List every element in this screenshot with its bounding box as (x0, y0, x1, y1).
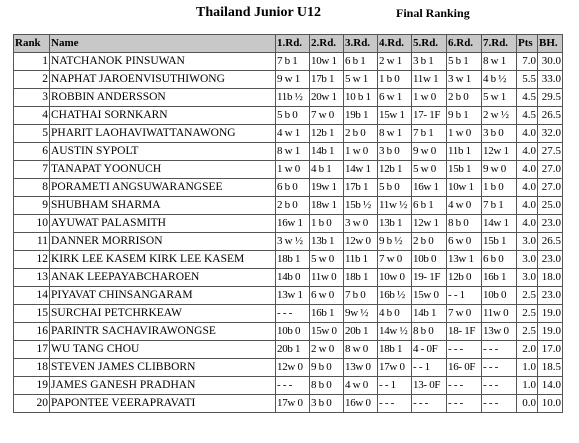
column-header: 6.Rd. (447, 35, 482, 53)
player-name-cell: STEVEN JAMES CLIBBORN (50, 359, 276, 377)
round-result-cell: - - - (447, 377, 482, 395)
rank-cell: 1 (14, 53, 50, 71)
player-name-cell: PAPONTEE VEERAPRAVATI (50, 395, 276, 413)
round-result-cell: - - - (276, 377, 310, 395)
round-result-cell: 2 w ½ (482, 107, 517, 125)
round-result-cell: 6 b 1 (344, 53, 378, 71)
round-result-cell: 16w 1 (412, 179, 447, 197)
round-result-cell: 2 w 1 (378, 53, 412, 71)
points-cell: 4.5 (517, 89, 538, 107)
points-cell: 1.0 (517, 359, 538, 377)
table-row (14, 251, 563, 269)
rank-cell: 8 (14, 179, 50, 197)
round-result-cell: 4 b 1 (310, 161, 344, 179)
points-cell: 3.0 (517, 251, 538, 269)
points-cell: 7.0 (517, 53, 538, 71)
rank-cell: 15 (14, 305, 50, 323)
table-row (14, 269, 563, 287)
round-result-cell: 5 w 1 (344, 71, 378, 89)
buchholz-cell: 18.5 (538, 359, 563, 377)
player-name-cell: AYUWAT PALASMITH (50, 215, 276, 233)
player-name-cell: AUSTIN SYPOLT (50, 143, 276, 161)
buchholz-cell: 30.0 (538, 53, 563, 71)
rank-cell: 4 (14, 107, 50, 125)
rank-cell: 20 (14, 395, 50, 413)
table-row (14, 233, 563, 251)
player-name-cell: PIYAVAT CHINSANGARAM (50, 287, 276, 305)
round-result-cell: 15b 1 (482, 233, 517, 251)
round-result-cell: 20w 1 (310, 89, 344, 107)
player-name-cell: WU TANG CHOU (50, 341, 276, 359)
table-row (14, 395, 563, 413)
round-result-cell: 10b 0 (276, 323, 310, 341)
round-result-cell: - - - (276, 305, 310, 323)
round-result-cell: 7 w 0 (378, 251, 412, 269)
rank-cell: 5 (14, 125, 50, 143)
points-cell: 4.0 (517, 161, 538, 179)
round-result-cell: 17w 0 (276, 395, 310, 413)
round-result-cell: 12w 0 (344, 233, 378, 251)
round-result-cell: 3 b 0 (310, 395, 344, 413)
round-result-cell: 5 w 0 (412, 161, 447, 179)
ranking-table (13, 34, 563, 413)
buchholz-cell: 27.5 (538, 143, 563, 161)
round-result-cell: 13w 0 (344, 359, 378, 377)
column-header: 3.Rd. (344, 35, 378, 53)
round-result-cell: 9 w 0 (412, 143, 447, 161)
buchholz-cell: 26.5 (538, 233, 563, 251)
points-cell: 3.0 (517, 233, 538, 251)
round-result-cell: 4 - 0F (412, 341, 447, 359)
round-result-cell: 3 w 1 (447, 71, 482, 89)
round-result-cell: 1 w 0 (412, 89, 447, 107)
table-row (14, 215, 563, 233)
points-cell: 0.0 (517, 395, 538, 413)
round-result-cell: 4 b 0 (378, 305, 412, 323)
points-cell: 5.5 (517, 71, 538, 89)
round-result-cell: - - - (412, 395, 447, 413)
round-result-cell: 3 b 0 (378, 143, 412, 161)
tournament-title: Thailand Junior U12 (196, 5, 322, 20)
round-result-cell: 8 w 0 (344, 341, 378, 359)
round-result-cell: 13- 0F (412, 377, 447, 395)
round-result-cell: 12b 0 (447, 269, 482, 287)
table-row (14, 53, 563, 71)
round-result-cell: 16- 0F (447, 359, 482, 377)
round-result-cell: 18b 1 (276, 251, 310, 269)
round-result-cell: 6 w 0 (447, 233, 482, 251)
buchholz-cell: 19.0 (538, 323, 563, 341)
round-result-cell: 2 b 0 (447, 89, 482, 107)
table-row (14, 377, 563, 395)
round-result-cell: 13w 1 (276, 287, 310, 305)
round-result-cell: 18- 1F (447, 323, 482, 341)
round-result-cell: 12w 0 (276, 359, 310, 377)
round-result-cell: 15w 0 (310, 323, 344, 341)
round-result-cell: 7 b 1 (482, 197, 517, 215)
points-cell: 2.5 (517, 287, 538, 305)
column-header: 5.Rd. (412, 35, 447, 53)
player-name-cell: JAMES GANESH PRADHAN (50, 377, 276, 395)
rank-cell: 3 (14, 89, 50, 107)
buchholz-cell: 26.5 (538, 107, 563, 125)
rank-cell: 16 (14, 323, 50, 341)
round-result-cell: 9w ½ (344, 305, 378, 323)
round-result-cell: 8 b 0 (447, 215, 482, 233)
round-result-cell: 15w 1 (378, 107, 412, 125)
round-result-cell: 10w 1 (447, 179, 482, 197)
round-result-cell: 11w ½ (378, 197, 412, 215)
player-name-cell: PARINTR SACHAVIRAWONGSE (50, 323, 276, 341)
player-name-cell: DANNER MORRISON (50, 233, 276, 251)
round-result-cell: 10w 1 (310, 53, 344, 71)
round-result-cell: 2 w 0 (310, 341, 344, 359)
round-result-cell: 8 w 1 (482, 53, 517, 71)
round-result-cell: 7 w 0 (447, 305, 482, 323)
rank-cell: 6 (14, 143, 50, 161)
round-result-cell: 6 b 1 (412, 197, 447, 215)
round-result-cell: 5 b 0 (276, 107, 310, 125)
round-result-cell: 17w 0 (378, 359, 412, 377)
round-result-cell: - - 1 (412, 359, 447, 377)
round-result-cell: 9 b 0 (310, 359, 344, 377)
player-name-cell: PORAMETI ANGSUWARANGSEE (50, 179, 276, 197)
round-result-cell: 3 w ½ (276, 233, 310, 251)
points-cell: 4.0 (517, 215, 538, 233)
round-result-cell: 20b 1 (276, 341, 310, 359)
round-result-cell: 1 w 0 (344, 143, 378, 161)
round-result-cell: 10w 0 (378, 269, 412, 287)
round-result-cell: 15b 1 (447, 161, 482, 179)
round-result-cell: 4 w 1 (276, 125, 310, 143)
column-header: 1.Rd. (276, 35, 310, 53)
rank-cell: 9 (14, 197, 50, 215)
ranking-body (14, 53, 563, 413)
round-result-cell: 3 w 0 (344, 215, 378, 233)
round-result-cell: 3 b 1 (412, 53, 447, 71)
round-result-cell: - - 1 (378, 377, 412, 395)
buchholz-cell: 18.0 (538, 269, 563, 287)
round-result-cell: 19- 1F (412, 269, 447, 287)
round-result-cell: 5 w 0 (310, 251, 344, 269)
round-result-cell: 8 b 0 (310, 377, 344, 395)
buchholz-cell: 10.0 (538, 395, 563, 413)
points-cell: 2.0 (517, 341, 538, 359)
round-result-cell: 15w 0 (412, 287, 447, 305)
round-result-cell: 6 w 1 (378, 89, 412, 107)
round-result-cell: 1 w 0 (447, 125, 482, 143)
round-result-cell: 7 b 0 (344, 287, 378, 305)
table-row (14, 89, 563, 107)
rank-cell: 17 (14, 341, 50, 359)
player-name-cell: KIRK LEE KASEM KIRK LEE KASEM (50, 251, 276, 269)
column-header: 2.Rd. (310, 35, 344, 53)
round-result-cell: 19w 1 (310, 179, 344, 197)
round-result-cell: 4 b ½ (482, 71, 517, 89)
player-name-cell: SURCHAI PETCHRKEAW (50, 305, 276, 323)
buchholz-cell: 33.0 (538, 71, 563, 89)
table-row (14, 179, 563, 197)
buchholz-cell: 23.0 (538, 215, 563, 233)
round-result-cell: 3 b 0 (482, 125, 517, 143)
column-header: 7.Rd. (482, 35, 517, 53)
points-cell: 4.0 (517, 197, 538, 215)
round-result-cell: 8 w 1 (276, 143, 310, 161)
table-row (14, 107, 563, 125)
buchholz-cell: 14.0 (538, 377, 563, 395)
buchholz-cell: 25.0 (538, 197, 563, 215)
round-result-cell: 5 w 1 (482, 89, 517, 107)
table-row (14, 161, 563, 179)
round-result-cell: 16b ½ (378, 287, 412, 305)
round-result-cell: 1 b 0 (378, 71, 412, 89)
table-row (14, 143, 563, 161)
round-result-cell: 16w 0 (344, 395, 378, 413)
round-result-cell: 2 b 0 (412, 233, 447, 251)
rank-cell: 13 (14, 269, 50, 287)
round-result-cell: 7 b 1 (412, 125, 447, 143)
table-row (14, 287, 563, 305)
round-result-cell: 12w 1 (482, 143, 517, 161)
table-row (14, 305, 563, 323)
rank-cell: 7 (14, 161, 50, 179)
round-result-cell: 5 b 0 (378, 179, 412, 197)
round-result-cell: 11w 1 (412, 71, 447, 89)
round-result-cell: 18b 1 (344, 269, 378, 287)
round-result-cell: 13b 1 (310, 233, 344, 251)
round-result-cell: - - - (447, 341, 482, 359)
round-result-cell: 11w 0 (482, 305, 517, 323)
round-result-cell: 14w 1 (482, 215, 517, 233)
rank-cell: 19 (14, 377, 50, 395)
round-result-cell: 17- 1F (412, 107, 447, 125)
round-result-cell: 19b 1 (344, 107, 378, 125)
player-name-cell: CHATHAI SORNKARN (50, 107, 276, 125)
round-result-cell: 4 w 0 (344, 377, 378, 395)
round-result-cell: 13w 1 (447, 251, 482, 269)
points-cell: 3.0 (517, 269, 538, 287)
round-result-cell: 9 b ½ (378, 233, 412, 251)
round-result-cell: 16b 1 (482, 269, 517, 287)
round-result-cell: 8 b 0 (412, 323, 447, 341)
round-result-cell: - - - (482, 359, 517, 377)
column-header: Pts (517, 35, 538, 53)
buchholz-cell: 23.0 (538, 251, 563, 269)
table-row (14, 359, 563, 377)
round-result-cell: 10b 0 (412, 251, 447, 269)
header-row (14, 35, 563, 53)
round-result-cell: 2 b 0 (344, 125, 378, 143)
round-result-cell: 6 b 0 (482, 251, 517, 269)
buchholz-cell: 17.0 (538, 341, 563, 359)
round-result-cell: 16b 1 (310, 305, 344, 323)
player-name-cell: PHARIT LAOHAVIWATTANAWONG (50, 125, 276, 143)
points-cell: 4.5 (517, 107, 538, 125)
table-row (14, 71, 563, 89)
round-result-cell: 6 w 0 (310, 287, 344, 305)
round-result-cell: 11b 1 (447, 143, 482, 161)
round-result-cell: - - - (482, 377, 517, 395)
round-result-cell: 18w 1 (310, 197, 344, 215)
round-result-cell: - - - (447, 395, 482, 413)
table-row (14, 323, 563, 341)
rank-cell: 18 (14, 359, 50, 377)
points-cell: 4.0 (517, 125, 538, 143)
column-header: Name (50, 35, 276, 53)
round-result-cell: 14b 1 (310, 143, 344, 161)
round-result-cell: - - - (378, 395, 412, 413)
points-cell: 4.0 (517, 179, 538, 197)
player-name-cell: TANAPAT YOONUCH (50, 161, 276, 179)
table-row (14, 197, 563, 215)
rank-cell: 14 (14, 287, 50, 305)
round-result-cell: 12b 1 (378, 161, 412, 179)
table-row (14, 125, 563, 143)
points-cell: 2.5 (517, 323, 538, 341)
round-result-cell: 14w ½ (378, 323, 412, 341)
round-result-cell: - - - (482, 341, 517, 359)
buchholz-cell: 23.0 (538, 287, 563, 305)
round-result-cell: 2 b 0 (276, 197, 310, 215)
round-result-cell: - - 1 (447, 287, 482, 305)
round-result-cell: 14b 0 (276, 269, 310, 287)
table-row (14, 341, 563, 359)
round-result-cell: 6 b 0 (276, 179, 310, 197)
round-result-cell: 12b 1 (310, 125, 344, 143)
player-name-cell: NAPHAT JAROENVISUTHIWONG (50, 71, 276, 89)
player-name-cell: NATCHANOK PINSUWAN (50, 53, 276, 71)
points-cell: 4.0 (517, 143, 538, 161)
round-result-cell: 1 b 0 (482, 179, 517, 197)
rank-cell: 12 (14, 251, 50, 269)
column-header: BH. (538, 35, 563, 53)
round-result-cell: 4 w 0 (447, 197, 482, 215)
round-result-cell: 9 w 0 (482, 161, 517, 179)
round-result-cell: 14w 1 (344, 161, 378, 179)
rank-cell: 2 (14, 71, 50, 89)
round-result-cell: 7 w 0 (310, 107, 344, 125)
round-result-cell: 18b 1 (378, 341, 412, 359)
buchholz-cell: 27.0 (538, 161, 563, 179)
round-result-cell: 16w 1 (276, 215, 310, 233)
round-result-cell: 14b 1 (412, 305, 447, 323)
round-result-cell: 10 b 1 (344, 89, 378, 107)
player-name-cell: ANAK LEEPAYABCHAROEN (50, 269, 276, 287)
round-result-cell: 10b 0 (482, 287, 517, 305)
round-result-cell: 12w 1 (412, 215, 447, 233)
rank-cell: 11 (14, 233, 50, 251)
round-result-cell: - - - (482, 395, 517, 413)
column-header: Rank (14, 35, 50, 53)
report-subtitle: Final Ranking (396, 6, 470, 20)
player-name-cell: SHUBHAM SHARMA (50, 197, 276, 215)
buchholz-cell: 29.5 (538, 89, 563, 107)
round-result-cell: 1 b 0 (310, 215, 344, 233)
round-result-cell: 20b 1 (344, 323, 378, 341)
round-result-cell: 9 w 1 (276, 71, 310, 89)
column-header: 4.Rd. (378, 35, 412, 53)
buchholz-cell: 32.0 (538, 125, 563, 143)
round-result-cell: 1 w 0 (276, 161, 310, 179)
report-header (0, 5, 579, 25)
points-cell: 1.0 (517, 377, 538, 395)
rank-cell: 10 (14, 215, 50, 233)
round-result-cell: 13b 1 (378, 215, 412, 233)
round-result-cell: 9 b 1 (447, 107, 482, 125)
round-result-cell: 8 w 1 (378, 125, 412, 143)
round-result-cell: 15b ½ (344, 197, 378, 215)
round-result-cell: 17b 1 (344, 179, 378, 197)
round-result-cell: 7 b 1 (276, 53, 310, 71)
round-result-cell: 11w 0 (310, 269, 344, 287)
points-cell: 2.5 (517, 305, 538, 323)
buchholz-cell: 19.0 (538, 305, 563, 323)
round-result-cell: 5 b 1 (447, 53, 482, 71)
buchholz-cell: 27.0 (538, 179, 563, 197)
round-result-cell: 13w 0 (482, 323, 517, 341)
round-result-cell: 11b 1 (344, 251, 378, 269)
player-name-cell: ROBBIN ANDERSSON (50, 89, 276, 107)
round-result-cell: 11b ½ (276, 89, 310, 107)
round-result-cell: 17b 1 (310, 71, 344, 89)
